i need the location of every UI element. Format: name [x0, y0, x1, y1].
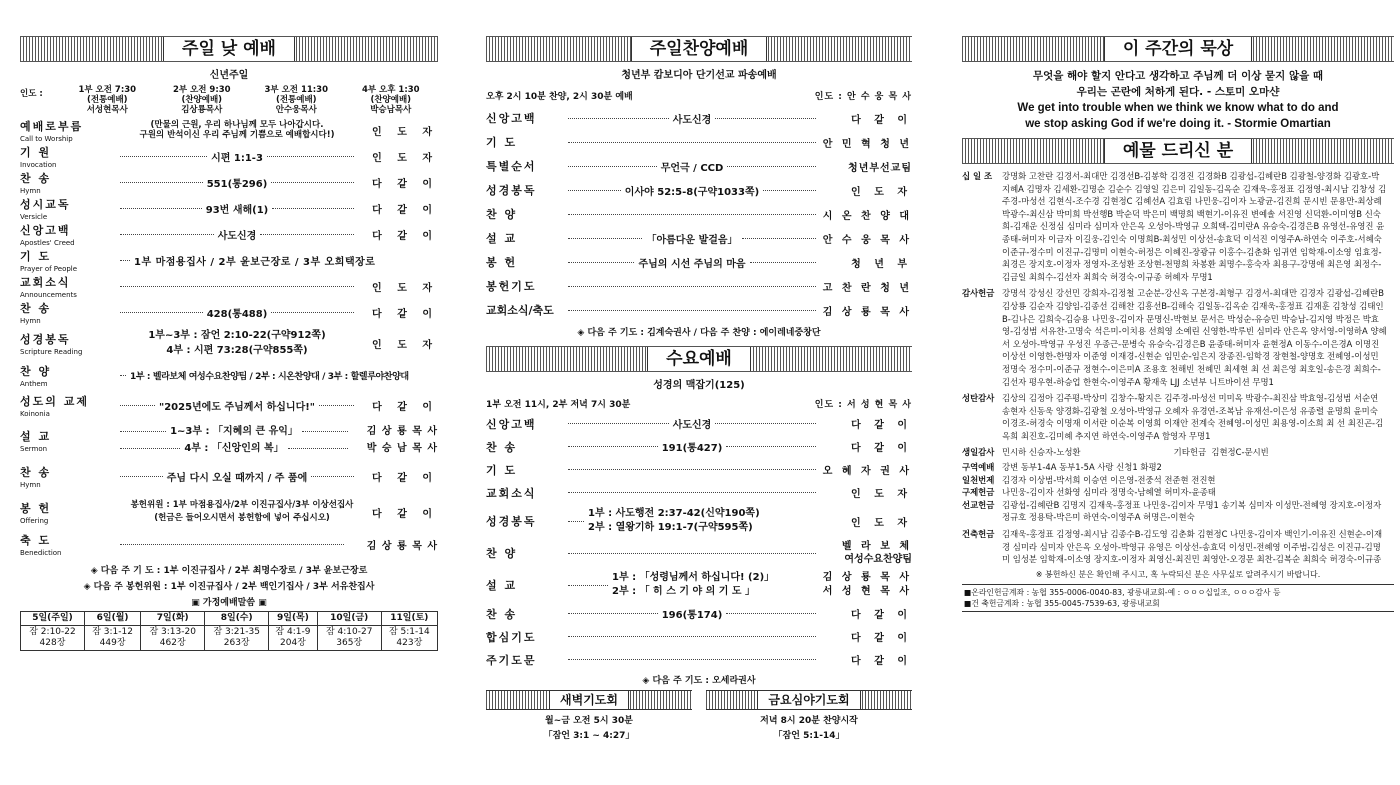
table-cell	[269, 626, 318, 651]
order-content: 196(통174)	[661, 610, 723, 621]
offering-group	[962, 461, 1394, 474]
online-account: ■온라인헌금계좌 : 농협 355-0006-0040-83, 광릉내교회-예 : ㅇㅇㅇ십일조, ㅇㅇㅇ감사 등	[964, 587, 1281, 597]
order-label-en: Call to Worship	[20, 134, 73, 143]
order-role: 김 상 룡 목 사	[822, 572, 912, 583]
order-label	[20, 170, 116, 195]
order-content: 1부 : 사도행전 2:37-42(신약190쪽)	[588, 508, 760, 519]
order-content: 이사야 52:5-8(구약1033쪽)	[624, 186, 760, 198]
bible-ref: 잠 3:21-35	[213, 627, 260, 637]
bible-ref: 잠 2:10-22	[29, 627, 76, 637]
order-row	[20, 299, 438, 325]
order-label: 찬 양	[486, 547, 518, 560]
service-time-block	[60, 85, 155, 115]
offering-type: 건축헌금	[962, 529, 995, 540]
quote-line: we stop asking God if we're doing it. - Stormie Omartian	[1025, 118, 1331, 130]
order-label-en: Anthem	[20, 379, 48, 388]
offering-names: 김상의 김정아 김주평-박상미 김창수-황지은 김주경-마성선 미미옥 박광수-최진삼 박효영-김성범 서순연 송현자 신동욱 양경화-김광철 오성아-박영규 오혜자 유경연-조복남 유재선-이은성 유종렬 윤명희 윤미숙 이경조-허경숙 이명재 이서란 이순복 이영희 이재안 전계숙 전혜영-이성민 최용영-이소희 최 선 최진곤-김옥희 최진호-김미혜 추지연 하연숙-이영주A 함영자 무명1	[1002, 393, 1384, 441]
order-label	[20, 393, 116, 418]
next-week-offering: ◈ 다음 주 봉헌위원 : 1부 이진규집사 / 2부 백인기집사 / 3부 서유찬집사	[83, 582, 375, 592]
hymn-page: 449장	[99, 638, 126, 648]
order-role: 고 찬 란 청 년	[822, 282, 912, 294]
order-label: 신앙고백	[486, 417, 537, 431]
order-label: 설 교	[486, 232, 518, 245]
offering-names: 강명석 강성신 강선민 강희자-김정철 고순분-강신옥 구본경-최형구 김경서-최대만 김경자 김광섭-김혜란B 김상룡 김순자 김양임-김종선 김해찬 김흥선B-김해숙 김일동-김옥순 김재욱-홍정표 김재훈 김창성 김태인B-김나은 김희숙-김승용 나민웅-김이자 문명신-박현보 문서은 박성순-유승민 박승남-김지영 박정은 박효영-김성범 서유찬-고명숙 석은미-이치용 선희영 소예린 신영한-박루빈 심미라 안은옥 양서영-이영하A 양혜서 오성아-박영규 우성진 우종근-문병숙 유승숙-김경은B 윤종태-허미자 윤현정A 이동수-이은경A 이명진 이상선 이영한-한명자 이준영 이재경-신현순 임민순-임은지 장종진-임학경 장현철-양명호 전혜영-이성민 정명숙 정수미-이준규 정현수-이은미A 조용호 천해빈 천혜민 최세현 최 선 최은영 최호일-송은경 최희수-김선자 평우현-하승업 한현숙-이영주A 황재욱 LJJ 소년부 니트바이션 무명1	[1002, 288, 1387, 387]
order-row	[486, 274, 912, 298]
service-subtitle: 신년주일	[209, 70, 249, 81]
order-role: 안 민 혁 청 년	[822, 138, 912, 150]
order-label-en: Invocation	[20, 160, 57, 169]
order-content: 551(통296)	[206, 178, 268, 190]
bible-ref: 잠 4:10-27	[325, 627, 373, 637]
section-header	[962, 138, 1394, 164]
order-row	[20, 221, 438, 247]
family-bible-table	[20, 611, 438, 651]
service-leader: 서성현목사	[86, 105, 128, 115]
account-box	[962, 584, 1394, 612]
hymn-page: 263장	[223, 638, 250, 648]
service-time: 오후 2시 10분 찬양, 2시 30분 예배	[486, 92, 633, 102]
table-cell: 11일(토)	[381, 612, 437, 626]
order-role: 김 상 룡 목 사	[366, 426, 438, 437]
service-type: (전통예배)	[275, 95, 317, 105]
order-role: 다 같 이	[372, 401, 439, 413]
order-role: 다 같 이	[851, 443, 912, 454]
order-role: 인 도 자	[372, 282, 438, 294]
order-label	[20, 118, 116, 143]
order-row	[20, 459, 438, 493]
section-title: 예물 드리신 분	[1104, 139, 1252, 163]
order-role: 여성수요찬양팀	[844, 554, 912, 565]
order-role: 안 수 웅 목 사	[822, 234, 913, 246]
order-label-ko: 찬 송	[20, 171, 52, 185]
bible-ref: 잠 5:1-14	[388, 627, 430, 637]
table-cell	[141, 626, 205, 651]
order-label: 성경봉독	[486, 515, 537, 528]
offering-type: 생일감사	[962, 447, 995, 458]
table-cell: 9일(목)	[269, 612, 318, 626]
order-row	[486, 435, 912, 458]
order-label-ko: 성시교독	[20, 197, 71, 211]
order-label: 기 도	[486, 136, 518, 149]
order-label: 기 도	[486, 463, 518, 477]
order-row	[486, 481, 912, 504]
section-header	[486, 36, 912, 62]
offering-group	[962, 474, 1394, 487]
offering-type: 감사헌금	[962, 288, 995, 299]
service-leader: 인도 : 안 수 웅 목 사	[814, 92, 912, 102]
order-row	[486, 298, 912, 322]
meditation-offering-column	[962, 36, 1394, 612]
section-header	[486, 346, 912, 372]
order-label-ko: 성도의 교제	[20, 394, 89, 408]
order-label: 주기도문	[486, 653, 537, 667]
table-row	[21, 626, 438, 651]
offering-type: 일천번제	[962, 474, 995, 485]
hymn-page: 423장	[396, 638, 423, 648]
order-label: 합심기도	[486, 630, 537, 644]
order-label-en: Hymn	[20, 186, 41, 195]
service-subtitle: 청년부 캄보디아 단기선교 파송예배	[621, 70, 777, 81]
order-role: 다 같 이	[372, 308, 438, 320]
order-label: 교회소식	[486, 486, 537, 500]
order-row	[20, 247, 438, 273]
order-role: 인 도 자	[372, 126, 438, 138]
offering-names: 나민웅-김이자 선화영 심미라 정명숙-남혜열 허미자-윤종태	[1002, 487, 1216, 498]
box-header	[706, 690, 912, 710]
order-label: 찬 양	[486, 208, 518, 221]
order-row	[486, 602, 912, 625]
order-label-ko: 찬 양	[20, 364, 52, 378]
order-label: 설 교	[486, 579, 518, 592]
order-role: 오 혜 자 권 사	[822, 466, 912, 477]
wednesday-order	[486, 412, 912, 671]
order-label: 찬 송	[486, 607, 518, 621]
order-row	[20, 493, 438, 531]
order-content: 1부 마점용집사 / 2부 윤보근장로 / 3부 오희택장로	[134, 256, 376, 268]
service-leader: 인도 : 서 성 현 목 사	[814, 400, 912, 410]
quote-line: We get into trouble when we think we know what to do and	[1017, 102, 1339, 114]
call-to-worship-text: (만물의 근원, 우리 하나님께 모두 나아갑시다. 구원의 반석이신 우리 주님께 기쁨으로 예배합시다!)	[139, 120, 335, 140]
order-content: 사도신경	[217, 230, 257, 242]
order-role: 다 같 이	[372, 204, 439, 216]
order-of-worship	[20, 117, 438, 557]
box-time: 월~금 오전 5시 30분	[545, 716, 633, 726]
table-cell: 8일(수)	[205, 612, 269, 626]
order-row	[486, 412, 912, 435]
quote-line: 무엇을 해야 할지 안다고 생각하고 주님께 더 이상 묻지 않을 때	[1032, 70, 1324, 82]
order-role: 다 같 이	[372, 178, 438, 190]
order-role: 인 도 자	[851, 517, 912, 529]
order-row	[20, 169, 438, 195]
order-row	[20, 273, 438, 299]
offering-names: 강변 동부1-4A 동부1-5A 사랑 신청1 화평2	[1002, 462, 1162, 473]
section-header	[962, 36, 1394, 62]
table-cell	[21, 626, 85, 651]
order-content: 428(통488)	[206, 308, 268, 320]
order-role: 다 같 이	[851, 420, 913, 431]
order-label-ko: 봉 헌	[20, 501, 52, 515]
service-time-block	[155, 85, 250, 115]
bible-ref: 잠 4:1-9	[275, 627, 311, 637]
order-label-en: Hymn	[20, 480, 41, 489]
order-label: 교회소식/축도	[486, 304, 554, 317]
order-content: (헌금은 들어오시면서 봉헌함에 넣어 주십시오)	[154, 513, 330, 523]
order-role: 시 온 찬 양 대	[822, 210, 912, 222]
order-content: 무언극 / CCD	[660, 162, 724, 174]
table-cell	[381, 626, 437, 651]
order-label: 성경봉독	[486, 184, 537, 197]
section-title: 주일 낮 예배	[163, 37, 295, 61]
praise-worship-column	[486, 36, 912, 741]
service-time: 2부 오전 9:30	[172, 85, 231, 95]
order-label: 봉 헌	[486, 256, 518, 269]
order-label: 찬 송	[486, 440, 518, 454]
next-week-note: ◈ 다음 주 기도 : 오세라권사	[642, 676, 756, 686]
hymn-page: 204장	[280, 638, 306, 648]
order-content-multi	[116, 423, 438, 457]
order-content: 주님 다시 오실 때까지 / 주 품에	[166, 472, 308, 484]
offering-names: 김재욱-홍정표 김정영-최시남 김종수B-김도영 김춘화 김현정C 나민웅-김이자 백인기-이유진 신현순-이재경 심미라 심미자 안은옥 오성아-박영규 유영은 이상선-송효덕 이성민-전혜영 이주범-김성은 이진규-김명미 임성분 임학재-이소영 장지호-이정자 최영신-최진민 최영안-오경문 최찬-김복순 최희숙 허경숙-이규종	[1002, 529, 1383, 565]
order-label-en: Offering	[20, 516, 49, 525]
table-header-row	[21, 612, 438, 626]
service-time: 3부 오전 11:30	[264, 85, 329, 95]
section-title: 이 주간의 묵상	[1104, 37, 1252, 61]
friday-prayer-box	[706, 686, 912, 741]
order-role: 다 같 이	[851, 633, 912, 644]
order-row	[486, 568, 912, 602]
order-role: 다 같 이	[851, 114, 913, 126]
order-label-en: Scripture Reading	[20, 347, 83, 356]
offering-names: 민시하 신승자-노성환 기타헌금 김현정C-문시빈	[1002, 447, 1269, 458]
box-header	[486, 690, 692, 710]
order-role: 벨 라 보 체	[841, 541, 912, 552]
order-label	[20, 500, 116, 525]
order-role: 김 상 룡 목 사	[366, 540, 438, 552]
next-week-prayer: ◈ 다음 주 기 도 : 1부 이진규집사 / 2부 최명수장로 / 3부 윤보근장로	[90, 566, 368, 576]
order-content: 사도신경	[672, 114, 712, 126]
hymn-page: 365장	[336, 638, 363, 648]
service-type: (찬양예배)	[370, 95, 412, 105]
order-row	[486, 106, 912, 130]
order-row	[20, 389, 438, 421]
order-content: 93번 새해(1)	[205, 204, 269, 216]
order-row	[486, 130, 912, 154]
order-content-multi	[116, 328, 358, 358]
order-label-en: Announcements	[20, 290, 77, 299]
offering-type: 구제헌금	[962, 487, 995, 498]
service-time-block	[344, 85, 439, 115]
table-cell	[205, 626, 269, 651]
order-content: 4부 : 시편 73:28(구약855쪽)	[166, 345, 308, 356]
section-title: 주일찬양예배	[631, 37, 768, 61]
order-label: 신앙고백	[486, 112, 537, 125]
leader-label: 인도 :	[20, 89, 43, 99]
offering-group	[962, 528, 1394, 566]
offering-names: 김광섭-김혜란B 김명지 김재욱-홍정표 나민웅-김이자 무명1 송기복 심미자 이성만-전혜영 장지호-이정자 정규호 정용탁-박은미 하연숙-이영주A 허명은-이현숙	[1002, 499, 1382, 523]
offering-type: 선교헌금	[962, 499, 995, 510]
order-label-ko: 성경봉독	[20, 332, 71, 346]
order-content: 1부 : 벨라보체 여성수요찬양팀 / 2부 : 시온찬양대 / 3부 : 할렐루야찬양대	[130, 371, 409, 382]
bible-ref: 잠 3:13-20	[149, 627, 196, 637]
order-label	[20, 331, 116, 356]
order-content-multi	[116, 499, 368, 525]
order-label-en: Koinonia	[20, 409, 50, 418]
order-label: 봉헌기도	[486, 280, 537, 293]
order-content: 191(통427)	[661, 443, 723, 454]
building-account: ■건 축헌금계좌 : 농협 355-0045-7539-63, 광릉내교회	[964, 598, 1160, 608]
order-row	[486, 538, 912, 568]
box-time: 저녁 8시 20분 찬양시작	[760, 716, 858, 726]
table-cell	[317, 626, 381, 651]
service-type: (찬양예배)	[181, 95, 223, 105]
order-content: 「아름다운 발걸음」	[646, 234, 738, 246]
order-content: 시편 1:1-3	[211, 152, 263, 164]
offering-group	[962, 499, 1394, 524]
order-label	[20, 300, 116, 325]
order-row	[20, 143, 438, 169]
family-bible-title: ▣ 가정예배말씀 ▣	[191, 598, 267, 608]
order-role: 서 성 현 목 사	[822, 586, 912, 597]
service-times	[20, 85, 438, 115]
sunday-worship-column	[20, 36, 438, 651]
order-row	[486, 202, 912, 226]
box-text: 「잠언 5:1-14」	[773, 731, 845, 741]
next-week-note: ◈ 다음 주 기도 : 김계숙권사 / 다음 주 찬양 : 에이레네중창단	[577, 328, 821, 338]
order-row	[486, 226, 912, 250]
order-content-multi	[588, 507, 820, 535]
order-label	[20, 363, 116, 388]
order-role: 인 도 자	[851, 489, 912, 500]
order-label-ko: 축 도	[20, 533, 52, 547]
order-label	[20, 196, 116, 221]
service-type: (전통예배)	[86, 95, 128, 105]
order-row	[20, 117, 438, 143]
order-content: 봉헌위원 : 1부 마점용집사/2부 이진규집사/3부 이상선집사	[130, 500, 354, 510]
section-header	[20, 36, 438, 62]
order-label-ko: 교회소식	[20, 275, 71, 289]
order-row	[486, 154, 912, 178]
offering-type: 성탄감사	[962, 393, 995, 404]
offering-group	[962, 446, 1394, 459]
table-cell: 10일(금)	[317, 612, 381, 626]
order-row	[20, 421, 438, 459]
offering-group	[962, 170, 1394, 283]
order-row	[20, 531, 438, 557]
table-cell	[84, 626, 140, 651]
service-time-block	[249, 85, 344, 115]
order-role: 다 같 이	[851, 656, 912, 667]
order-row	[486, 250, 912, 274]
offering-names: 강명화 고찬란 김경서-최대만 김경선B-김봉학 김경진 김경화B 김광섭-김혜란B 김광철-양경화 김광호-박지혜A 김명자 김세환-김명순 김순수 김영일 김은미 김일동-김옥순 김재욱-홍정표 김정영-최시남 김창성 김주경-마성선 김현식-조수경 김현정C 김혜선A 김효림 나민웅-김이자 노광균-김진희 문시빈 문용만-최상례 박광수-최신삼 박미희 박선행B 박순덕 박은미 백명희 백현기-이유진 변예솔 서진영 신덕환-이미영B 신숙희-김재운 신정심 심미라 심미자 안은옥 오성아-박영규 오희택-김미란A 유승숙-김경은B 유영선-유영진 윤종태-허미자 이금자 이길웅-김인숙 이명희B-최성민 이상선-송효덕 이석진 이영주A-하연숙 이주호-서혜숙 이준규-정수미 이진규-김명미 이현숙-허정은 이혜진-장광규 이홍수-김춘화 임귀연 임학재-이소영 임효정-최경은 장지호-이정자 정영자-조성환 조상현-천명희 차봉환 최명수-홍숙자 최용구-강명애 최은영 최정수-김금일 최희수-김선자 최희숙 허경숙-이규종 허혜자 무명1	[1002, 171, 1387, 282]
meditation-quote	[962, 68, 1394, 132]
offering-group	[962, 392, 1394, 442]
offering-names: 김경자 이상범-박서희 이승연 이은영-전중석 전준현 전진현	[1002, 474, 1216, 485]
order-content: 사도신경	[672, 420, 712, 431]
service-leader: 김상룡목사	[181, 105, 223, 115]
order-label-ko: 설 교	[20, 429, 52, 443]
order-content: 1부~3부 : 잠언 2:10-22(구약912쪽)	[148, 330, 326, 341]
order-content: 1~3부 : 「지혜의 큰 유익」	[170, 426, 298, 437]
service-subtitle: 성경의 맥잡기(125)	[653, 380, 745, 391]
order-row	[486, 648, 912, 671]
order-label-en: Hymn	[20, 316, 41, 325]
offering-group	[962, 287, 1394, 388]
order-role-multi	[820, 571, 912, 599]
prayer-meetings	[486, 686, 912, 741]
order-role: 다 같 이	[372, 508, 438, 520]
order-role: 박 승 남 목 사	[366, 443, 438, 454]
order-content: 4부 : 「신앙인의 복」	[184, 443, 284, 454]
order-of-worship	[486, 106, 912, 322]
order-label	[20, 532, 116, 557]
order-content: "2025년에도 주님께서 하십니다!"	[158, 401, 316, 413]
service-time: 1부 오전 11시, 2부 저녁 7시 30분	[486, 400, 631, 410]
order-label	[20, 274, 116, 299]
order-content: 주님의 시선 주님의 마음	[638, 258, 746, 270]
order-label-ko: 기 도	[20, 249, 52, 263]
table-cell: 7일(화)	[141, 612, 205, 626]
order-label	[20, 222, 116, 247]
service-time: 1부 오전 7:30	[78, 85, 137, 95]
order-label-ko: 신앙고백	[20, 223, 71, 237]
order-label-en: Prayer of People	[20, 264, 78, 273]
order-content-multi	[612, 571, 820, 599]
offering-group	[962, 486, 1394, 499]
order-label-en: Versicle	[20, 212, 48, 221]
order-role: 다 같 이	[372, 230, 439, 242]
hymn-page: 462장	[159, 638, 186, 648]
order-role: 청년부선교팀	[848, 162, 913, 174]
order-role: 김 상 룡 목 사	[822, 306, 912, 318]
order-role: 인 도 자	[372, 339, 438, 351]
order-row	[20, 195, 438, 221]
service-info	[486, 397, 912, 410]
order-row	[20, 361, 438, 389]
order-label	[20, 464, 116, 489]
offering-type: 십 일 조	[962, 171, 993, 181]
order-role-multi	[820, 540, 912, 566]
order-row	[486, 625, 912, 648]
order-row	[486, 178, 912, 202]
service-info	[486, 89, 912, 102]
offering-list	[962, 170, 1394, 566]
service-leader: 박승남목사	[370, 105, 412, 115]
order-label-ko: 예배로부름	[20, 119, 84, 133]
order-label	[20, 248, 116, 273]
order-label-en: Sermon	[20, 444, 48, 453]
dawn-prayer-box	[486, 686, 692, 741]
order-role: 다 같 이	[372, 472, 438, 484]
bible-ref: 잠 3:1-12	[92, 627, 133, 637]
order-row	[486, 458, 912, 481]
box-title: 금요심야기도회	[757, 691, 860, 709]
order-role: 인 도 자	[851, 186, 912, 198]
table-cell: 5일(주일)	[21, 612, 85, 626]
order-content: 1부 : 「성령님께서 하십니다! (2)」	[612, 572, 775, 583]
order-content: 2부 : 열왕기하 19:1-7(구약595쪽)	[588, 522, 753, 533]
offering-footnote: ※ 봉헌하신 분은 확인해 주시고, 혹 누락되신 분은 사무실로 알려주시기 바랍니다.	[1035, 569, 1321, 579]
order-role: 다 같 이	[851, 610, 912, 621]
order-label-ko: 기 원	[20, 145, 52, 159]
order-role: 인 도 자	[372, 152, 439, 164]
order-content: 2부 : 「 히 스 기 야 의 기 도 」	[612, 586, 756, 597]
service-time: 4부 오후 1:30	[361, 85, 420, 95]
order-label-ko: 찬 송	[20, 465, 52, 479]
quote-line: 우리는 곤란에 처하게 된다. - 스토미 오마샨	[1076, 86, 1280, 98]
offering-type: 구역예배	[962, 462, 995, 473]
order-label	[20, 144, 116, 169]
order-label: 특별순서	[486, 160, 537, 173]
order-label-en: Apostles' Creed	[20, 238, 75, 247]
order-label-en: Benediction	[20, 548, 62, 557]
order-role: 청 년 부	[851, 258, 913, 270]
hymn-page: 428장	[39, 638, 66, 648]
order-row	[486, 504, 912, 538]
order-label	[20, 428, 116, 453]
section-title: 수요예배	[647, 347, 751, 371]
box-title: 새벽기도회	[549, 691, 629, 709]
order-label-ko: 찬 송	[20, 301, 52, 315]
box-text: 「잠언 3:1 ~ 4:27」	[543, 731, 635, 741]
order-row	[20, 325, 438, 361]
table-cell: 6일(월)	[84, 612, 140, 626]
service-leader: 안수웅목사	[275, 105, 317, 115]
